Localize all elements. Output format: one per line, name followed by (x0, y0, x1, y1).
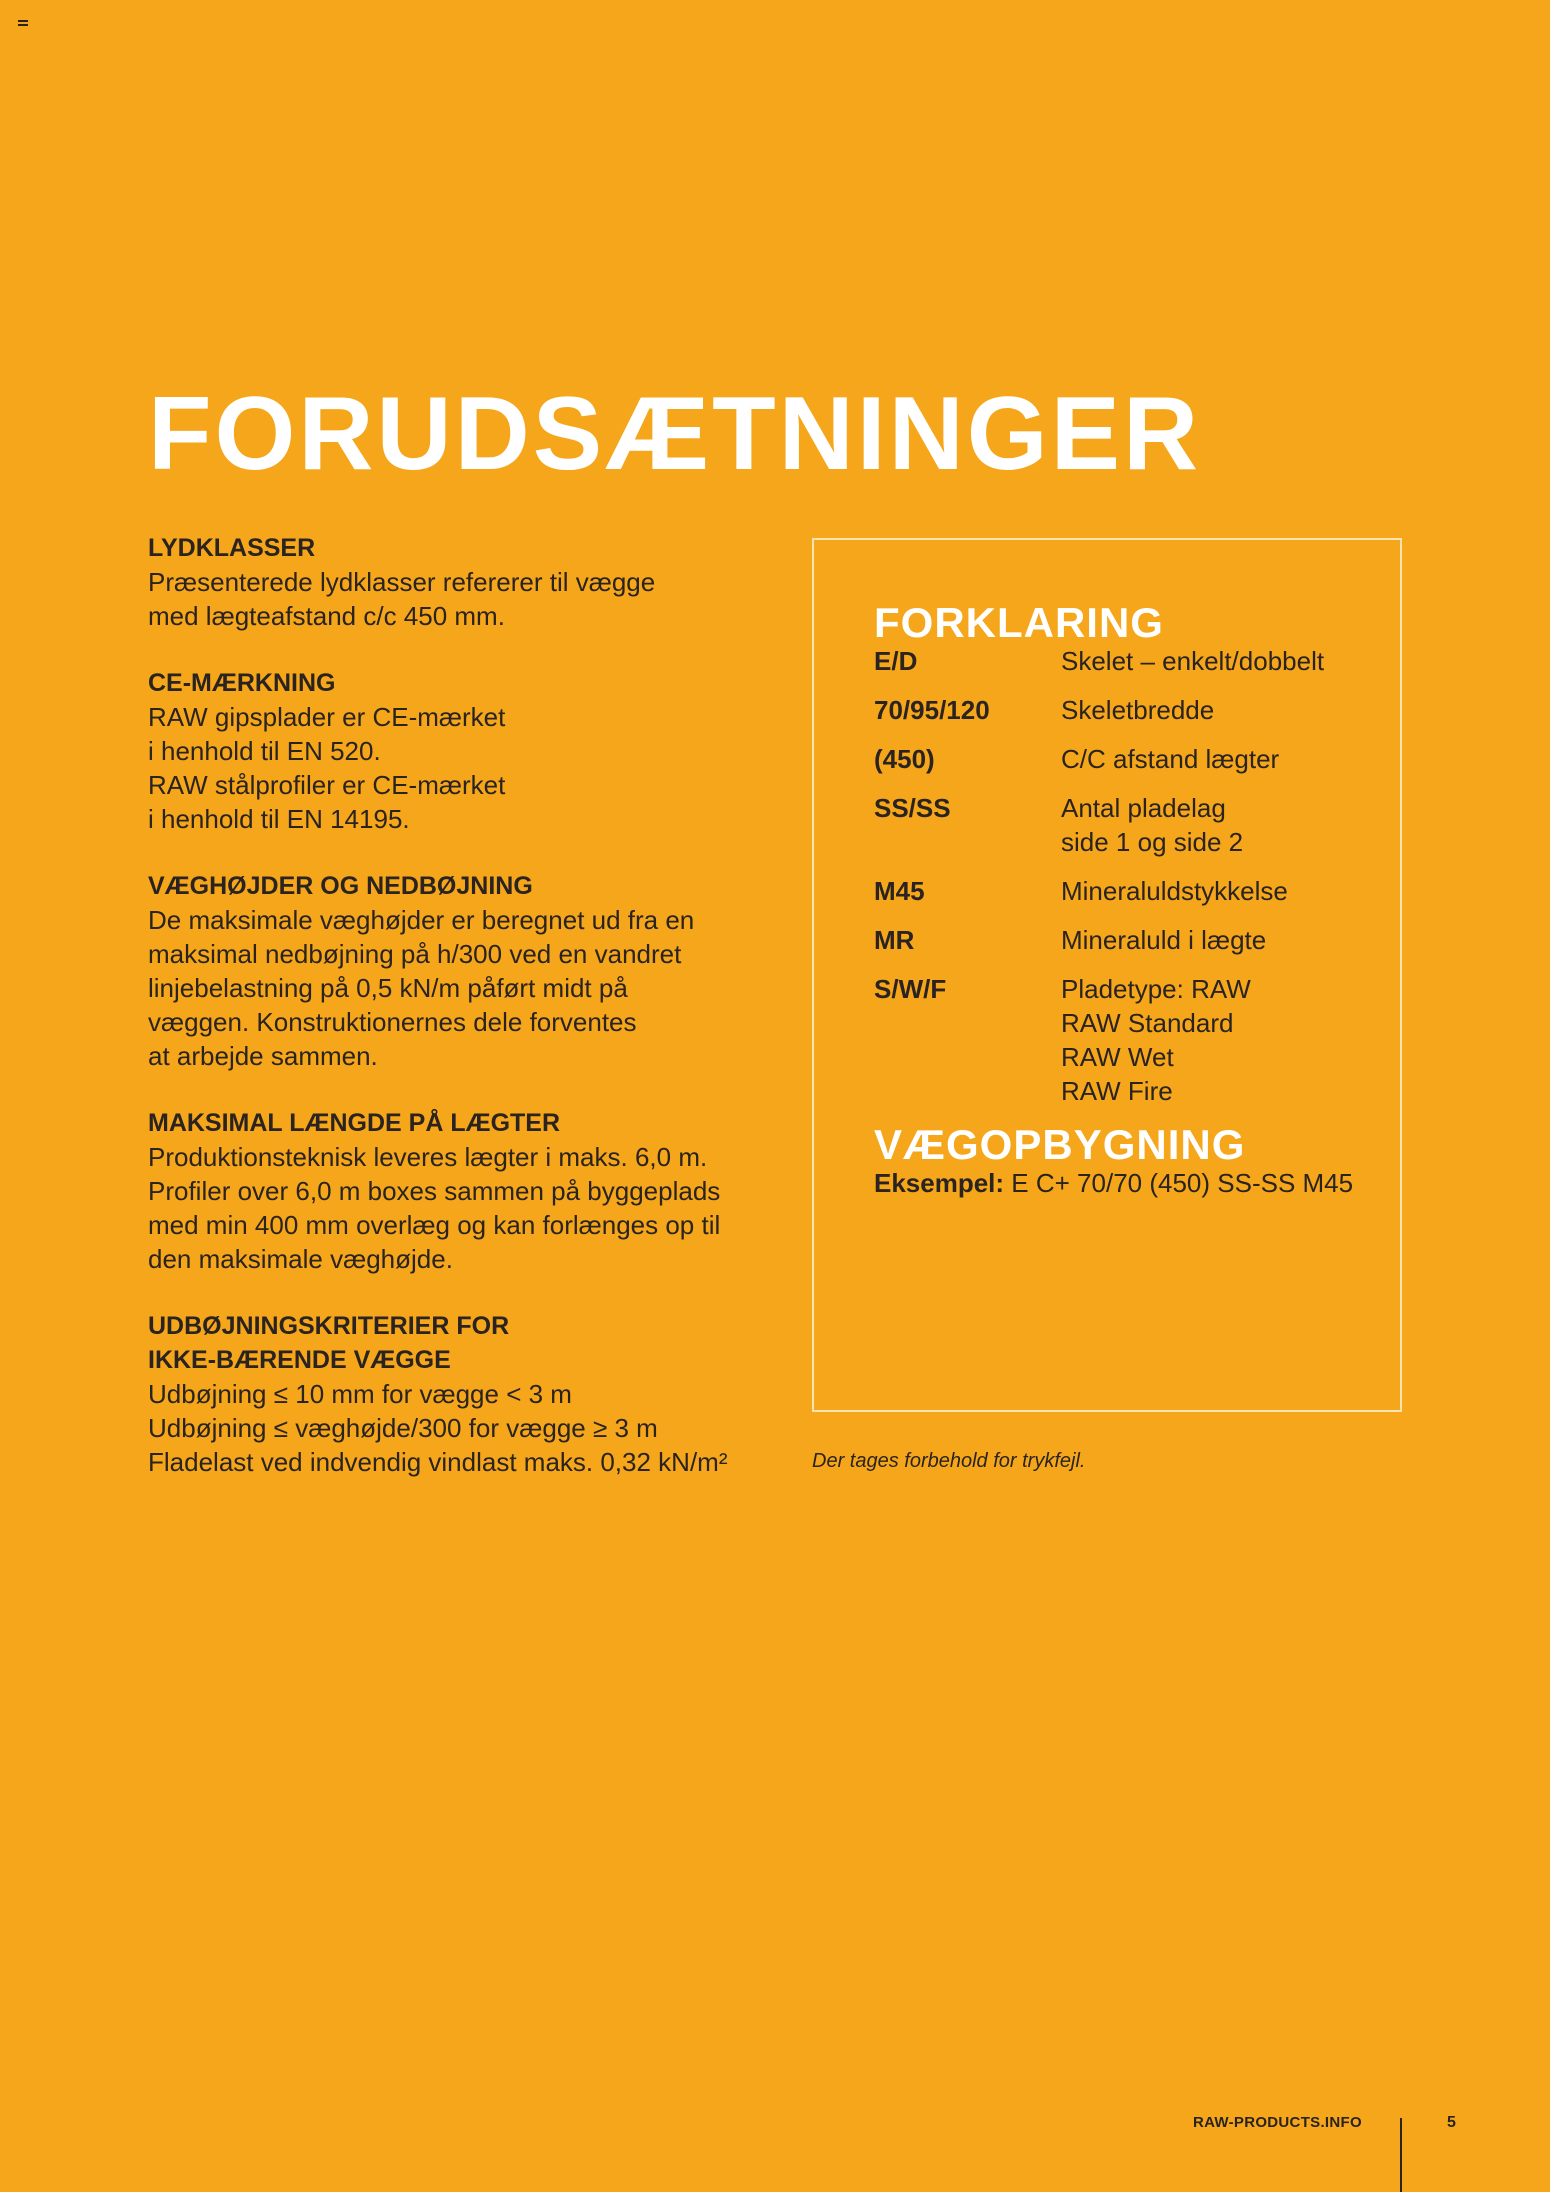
legend-description-line: RAW Standard (1061, 1008, 1234, 1038)
legend-description (1061, 874, 1374, 908)
section-text-line: maksimal nedbøjning på h/300 ved en vandret (148, 939, 682, 969)
legend-row (874, 923, 1374, 957)
legend-description-line: C/C afstand lægter (1061, 744, 1280, 774)
legend-row (874, 972, 1374, 1108)
legend-code: (450) (874, 744, 935, 774)
legend-table (874, 644, 1374, 1108)
legend-description-line: Mineraluldstykkelse (1061, 876, 1288, 906)
section-text-line: i henhold til EN 14195. (148, 804, 410, 834)
section-heading: IKKE-BÆRENDE VÆGGE (148, 1346, 451, 1374)
legend-description (1061, 791, 1374, 859)
legend-code: 70/95/120 (874, 695, 990, 725)
section-heading: VÆGHØJDER OG NEDBØJNING (148, 872, 533, 900)
section-text-line: at arbejde sammen. (148, 1041, 378, 1071)
section-heading: LYDKLASSER (148, 534, 316, 562)
section-max-length (148, 1106, 798, 1276)
section-heading: MAKSIMAL LÆNGDE PÅ LÆGTER (148, 1109, 561, 1137)
section-text-line: den maksimale væghøjde. (148, 1244, 453, 1274)
section-ce-marking (148, 666, 798, 836)
legend-code: E/D (874, 646, 918, 676)
legend-description-line: side 1 og side 2 (1061, 827, 1244, 857)
section-text-line: Profiler over 6,0 m boxes sammen på byggeplads (148, 1176, 721, 1206)
section-text-line: Udbøjning ≤ 10 mm for vægge < 3 m (148, 1379, 572, 1409)
legend-code: S/W/F (874, 974, 947, 1004)
legend-row (874, 874, 1374, 908)
example-line (874, 1166, 1374, 1200)
legend-description (1061, 644, 1374, 678)
section-heading: CE-MÆRKNING (148, 669, 336, 697)
section-deflection-criteria (148, 1309, 798, 1479)
example-value: E C+ 70/70 (450) SS-SS M45 (1004, 1168, 1354, 1198)
legend-description (1061, 923, 1374, 957)
menu-icon[interactable] (18, 20, 28, 26)
section-text-line: Fladelast ved indvendig vindlast maks. 0,32 kN/m² (148, 1447, 728, 1477)
legend-code: MR (874, 925, 915, 955)
legend-description (1061, 972, 1374, 1108)
section-text-line: Produktionsteknisk leveres lægter i maks. 6,0 m. (148, 1142, 708, 1172)
section-text-line: De maksimale væghøjder er beregnet ud fra en (148, 905, 695, 935)
page-title: FORUDSÆTNINGER (148, 376, 1202, 492)
legend-box (812, 538, 1402, 1412)
section-text-line: med lægteafstand c/c 450 mm. (148, 601, 505, 631)
section-text-line: med min 400 mm overlæg og kan forlænges op til (148, 1210, 721, 1240)
legend-code: SS/SS (874, 793, 951, 823)
conditions-column (148, 531, 798, 1512)
section-text-line: RAW stålprofiler er CE-mærket (148, 770, 506, 800)
section-text-line: væggen. Konstruktionernes dele forventes (148, 1007, 637, 1037)
legend-description (1061, 742, 1374, 776)
legend-description-line: Antal pladelag (1061, 793, 1226, 823)
legend-row (874, 791, 1374, 859)
section-text-line: linjebelastning på 0,5 kN/m påført midt på (148, 973, 628, 1003)
section-text-line: Udbøjning ≤ væghøjde/300 for vægge ≥ 3 m (148, 1413, 658, 1443)
legend-heading: FORKLARING (874, 599, 1164, 646)
wall-construction-heading: VÆGOPBYGNING (874, 1121, 1246, 1168)
section-heading: UDBØJNINGSKRITERIER FOR (148, 1312, 510, 1340)
disclaimer: Der tages forbehold for trykfejl. (812, 1450, 1086, 1472)
legend-description-line: Skelet – enkelt/dobbelt (1061, 646, 1325, 676)
legend-description-line: Skeletbredde (1061, 695, 1215, 725)
footer-divider (1400, 2118, 1402, 2192)
example-label: Eksempel: (874, 1168, 1005, 1198)
section-text-line: i henhold til EN 520. (148, 736, 381, 766)
footer-website: RAW-PRODUCTS.INFO (1193, 2114, 1362, 2131)
legend-row (874, 644, 1374, 678)
section-wall-heights (148, 869, 798, 1073)
legend-description (1061, 693, 1374, 727)
legend-content (874, 599, 1374, 1200)
legend-code: M45 (874, 876, 925, 906)
legend-description-line: Mineraluld i lægte (1061, 925, 1267, 955)
legend-row (874, 742, 1374, 776)
legend-description-line: Pladetype: RAW (1061, 974, 1251, 1004)
section-text-line: RAW gipsplader er CE-mærket (148, 702, 506, 732)
legend-row (874, 693, 1374, 727)
section-text-line: Præsenterede lydklasser refererer til vægge (148, 567, 656, 597)
page-number: 5 (1447, 2114, 1456, 2131)
legend-description-line: RAW Wet (1061, 1042, 1174, 1072)
legend-description-line: RAW Fire (1061, 1076, 1173, 1106)
section-sound-classes (148, 531, 798, 633)
